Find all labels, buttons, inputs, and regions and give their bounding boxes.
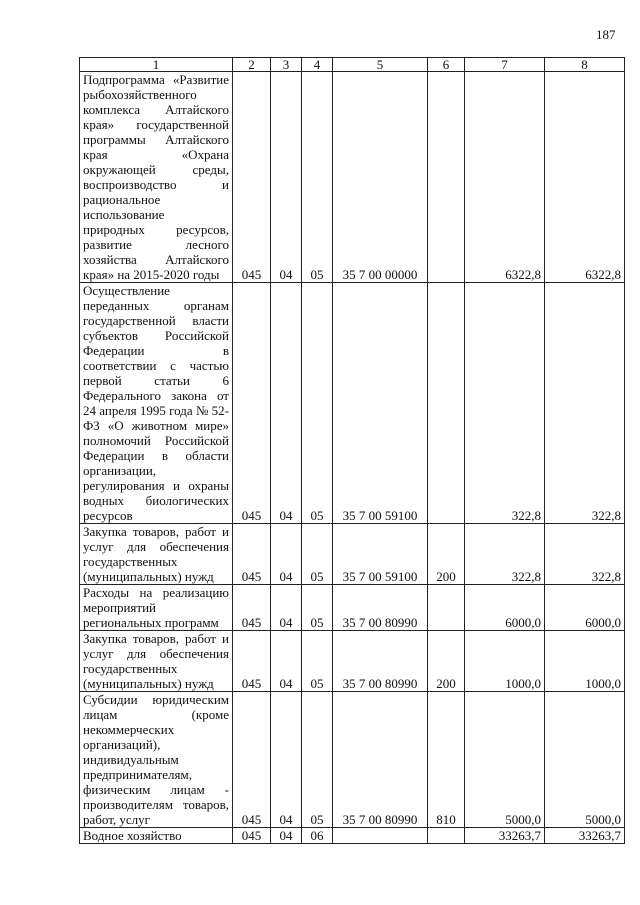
section-code: 04 xyxy=(271,283,302,524)
ministry-code: 045 xyxy=(233,692,271,828)
section-code: 04 xyxy=(271,692,302,828)
ministry-code: 045 xyxy=(233,585,271,631)
target-code: 35 7 00 00000 xyxy=(333,72,428,283)
table-row xyxy=(80,72,625,283)
amount-col8: 6000,0 xyxy=(545,585,625,631)
section-code: 04 xyxy=(271,524,302,585)
table-row xyxy=(80,585,625,631)
subsection-code: 05 xyxy=(302,585,333,631)
amount-col8: 322,8 xyxy=(545,283,625,524)
expense-type-code: 810 xyxy=(428,692,465,828)
row-name: Закупка товаров, работ и услуг для обеспечения государственных (муниципальных) нужд xyxy=(80,524,233,585)
ministry-code: 045 xyxy=(233,828,271,844)
amount-col8: 33263,7 xyxy=(545,828,625,844)
amount-col8: 5000,0 xyxy=(545,692,625,828)
amount-col7: 322,8 xyxy=(465,283,545,524)
ministry-code: 045 xyxy=(233,72,271,283)
target-code xyxy=(333,828,428,844)
subsection-code: 05 xyxy=(302,72,333,283)
ministry-code: 045 xyxy=(233,283,271,524)
ministry-code: 045 xyxy=(233,524,271,585)
col-header-8: 8 xyxy=(545,58,625,72)
col-header-6: 6 xyxy=(428,58,465,72)
row-name: Закупка товаров, работ и услуг для обеспечения государственных (муниципальных) нужд xyxy=(80,631,233,692)
amount-col7: 322,8 xyxy=(465,524,545,585)
section-code: 04 xyxy=(271,72,302,283)
header-row xyxy=(80,58,625,72)
amount-col8: 6322,8 xyxy=(545,72,625,283)
row-name: Расходы на реализацию мероприятий региональных программ xyxy=(80,585,233,631)
subsection-code: 05 xyxy=(302,631,333,692)
table-row xyxy=(80,524,625,585)
col-header-3: 3 xyxy=(271,58,302,72)
target-code: 35 7 00 80990 xyxy=(333,692,428,828)
target-code: 35 7 00 80990 xyxy=(333,585,428,631)
target-code: 35 7 00 80990 xyxy=(333,631,428,692)
row-name: Водное хозяйство xyxy=(80,828,233,844)
table-row xyxy=(80,828,625,844)
row-name: Субсидии юридическим лицам (кроме некоммерческих организаций), индивидуальным предпринимателям, физическим лицам - производителям товаров, работ, услуг xyxy=(80,692,233,828)
expense-type-code xyxy=(428,585,465,631)
amount-col7: 5000,0 xyxy=(465,692,545,828)
subsection-code: 06 xyxy=(302,828,333,844)
col-header-1: 1 xyxy=(80,58,233,72)
col-header-7: 7 xyxy=(465,58,545,72)
amount-col8: 322,8 xyxy=(545,524,625,585)
section-code: 04 xyxy=(271,631,302,692)
expense-type-code xyxy=(428,283,465,524)
expense-type-code xyxy=(428,828,465,844)
amount-col7: 1000,0 xyxy=(465,631,545,692)
budget-table xyxy=(79,57,625,844)
target-code: 35 7 00 59100 xyxy=(333,524,428,585)
expense-type-code: 200 xyxy=(428,631,465,692)
amount-col7: 6000,0 xyxy=(465,585,545,631)
section-code: 04 xyxy=(271,828,302,844)
subsection-code: 05 xyxy=(302,692,333,828)
table-row xyxy=(80,692,625,828)
ministry-code: 045 xyxy=(233,631,271,692)
subsection-code: 05 xyxy=(302,524,333,585)
table-row xyxy=(80,631,625,692)
subsection-code: 05 xyxy=(302,283,333,524)
col-header-5: 5 xyxy=(333,58,428,72)
col-header-2: 2 xyxy=(233,58,271,72)
table-row xyxy=(80,283,625,524)
amount-col7: 33263,7 xyxy=(465,828,545,844)
page-number: 187 xyxy=(596,27,616,42)
row-name: Осуществление переданных органам государственной власти субъектов Российской Федерации в соответствии с частью первой статьи 6 Федерального закона от 24 апреля 1995 года № 52-ФЗ «О животном мире» полномочий Российской Федерации в области организации, регулирования и охраны водных биологических ресурсов xyxy=(80,283,233,524)
section-code: 04 xyxy=(271,585,302,631)
target-code: 35 7 00 59100 xyxy=(333,283,428,524)
col-header-4: 4 xyxy=(302,58,333,72)
row-name: Подпрограмма «Развитие рыбохозяйственного комплекса Алтайского края» государственной программы Алтайского края «Охрана окружающей среды, воспроизводство и рациональное использование природных ресурсов, развитие лесного хозяйства Алтайского края» на 2015-2020 годы xyxy=(80,72,233,283)
expense-type-code xyxy=(428,72,465,283)
amount-col8: 1000,0 xyxy=(545,631,625,692)
expense-type-code: 200 xyxy=(428,524,465,585)
amount-col7: 6322,8 xyxy=(465,72,545,283)
